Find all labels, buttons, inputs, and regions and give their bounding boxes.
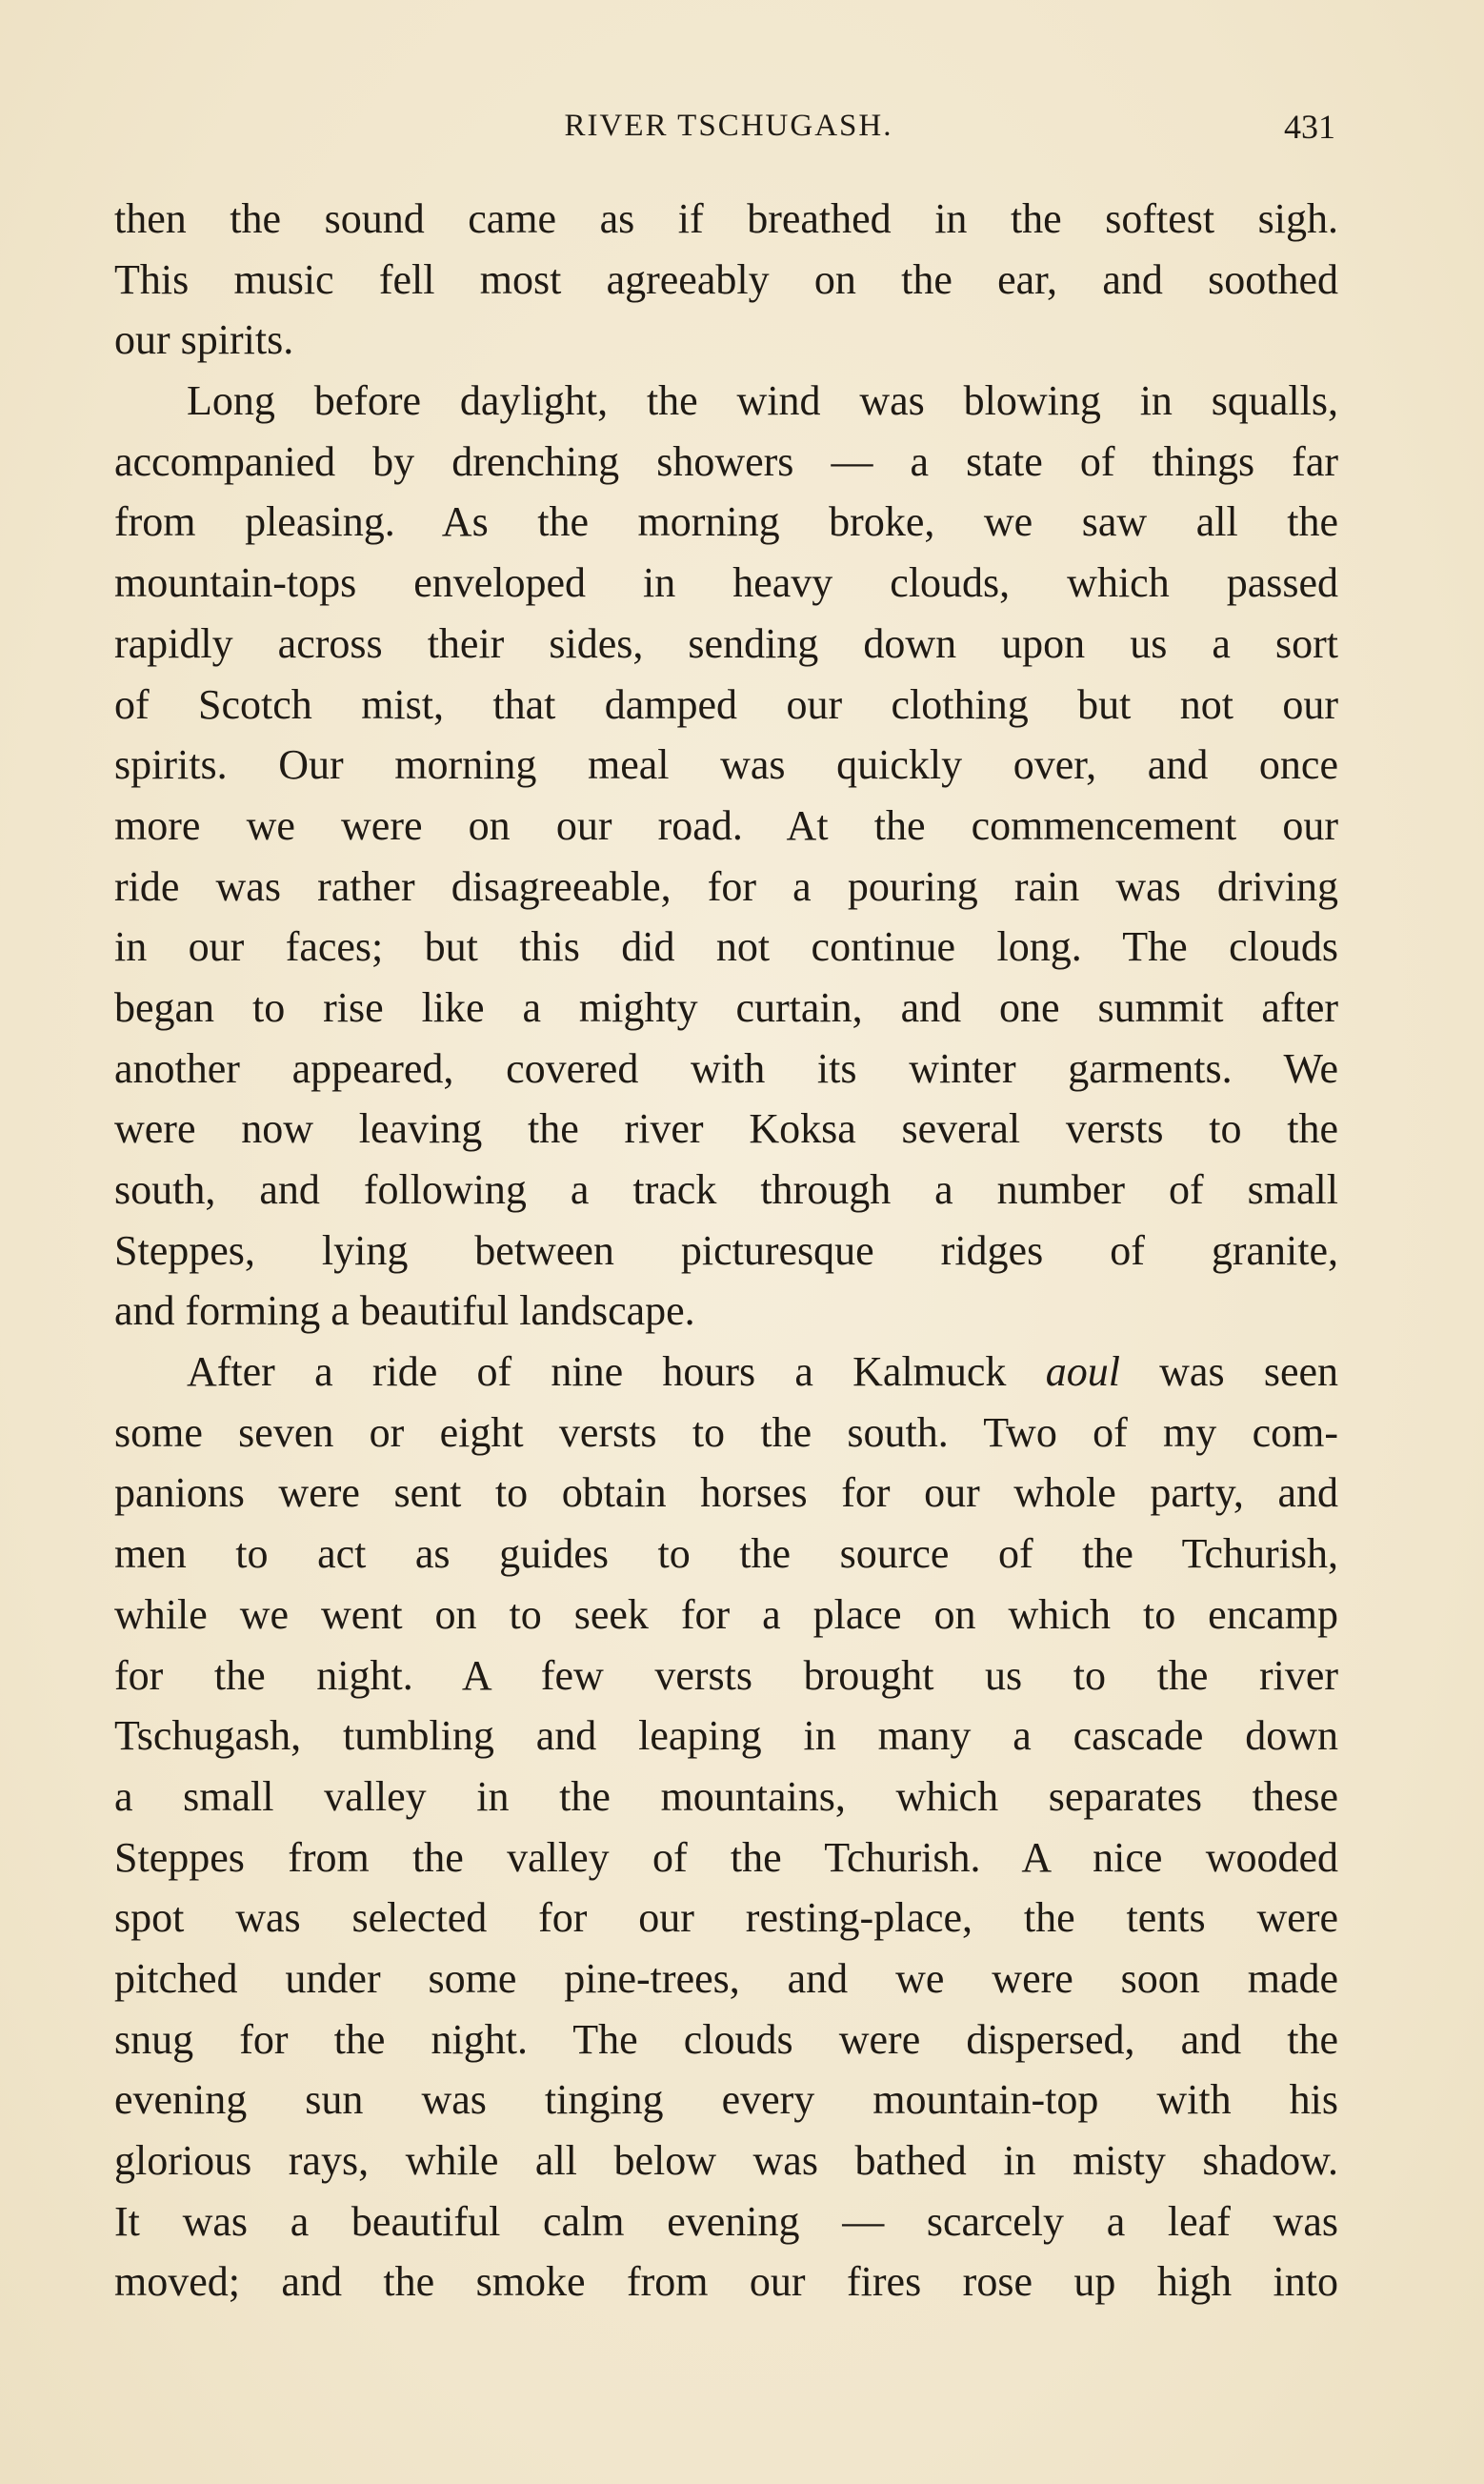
text-line: from pleasing. As the morning broke, we saw all the — [114, 498, 1338, 546]
text-line: spot was selected for our resting-place, the tents were — [114, 1894, 1338, 1942]
text-line: south, and following a track through a number of small — [114, 1166, 1338, 1213]
running-head — [114, 103, 1343, 151]
text-line: panions were sent to obtain horses for our whole party, and — [114, 1469, 1338, 1517]
italic-word: aoul — [1045, 1348, 1120, 1396]
text-line: spirits. Our morning meal was quickly over, and once — [114, 741, 1338, 789]
text-line: evening sun was tinging every mountain-top with his — [114, 2076, 1338, 2124]
text-line: while we went on to seek for a place on which to encamp — [114, 1590, 1338, 1638]
text-line: another appeared, covered with its winter garments. We — [114, 1044, 1338, 1092]
text-line: This music fell most agreeably on the ear, and soothed — [114, 255, 1338, 303]
text-line: our spirits. — [114, 316, 294, 364]
text-line: Steppes, lying between picturesque ridges of granite, — [114, 1226, 1338, 1274]
text-line: of Scotch mist, that damped our clothing but not our — [114, 680, 1338, 728]
text-line-with-italic — [114, 1342, 1338, 1403]
text-line: then the sound came as if breathed in the softest sigh. — [114, 195, 1338, 242]
text-line: some seven or eight versts to the south. Two of my com- — [114, 1408, 1338, 1456]
text-line: began to rise like a mighty curtain, and one summit after — [114, 983, 1338, 1031]
text-line: glorious rays, while all below was bathed in misty shadow. — [114, 2137, 1338, 2184]
page-number: 431 — [1284, 108, 1335, 146]
text-line: for the night. A few versts brought us to the river — [114, 1651, 1338, 1699]
text-line: men to act as guides to the source of the Tchurish, — [114, 1530, 1338, 1578]
text-line: were now leaving the river Koksa several versts to the — [114, 1105, 1338, 1153]
text-line: moved; and the smoke from our fires rose up high into — [114, 2258, 1338, 2306]
text-line: ride was rather disagreeable, for a pouring rain was driving — [114, 862, 1338, 910]
text-segment: After a ride of nine hours a Kalmuck — [187, 1348, 1046, 1396]
running-head-title: RIVER TSCHUGASH. — [564, 109, 893, 143]
text-line: in our faces; but this did not continue long. The clouds — [114, 923, 1338, 971]
text-line: Long before daylight, the wind was blowing in squalls, — [187, 377, 1338, 425]
text-line: rapidly across their sides, sending down upon us a sort — [114, 619, 1338, 667]
text-line: mountain-tops enveloped in heavy clouds, which passed — [114, 559, 1338, 607]
text-line: and forming a beautiful landscape. — [114, 1287, 695, 1335]
text-line: more we were on our road. At the commencement our — [114, 801, 1338, 849]
text-line: snug for the night. The clouds were dispersed, and the — [114, 2015, 1338, 2063]
body-text — [114, 189, 1338, 2312]
text-line: pitched under some pine-trees, and we were soon made — [114, 1954, 1338, 2002]
text-line: Tschugash, tumbling and leaping in many a cascade down — [114, 1712, 1338, 1760]
text-line: a small valley in the mountains, which separates these — [114, 1772, 1338, 1820]
text-line: Steppes from the valley of the Tchurish. A nice wooded — [114, 1833, 1338, 1881]
text-line: accompanied by drenching showers — a state of things far — [114, 437, 1338, 485]
text-line: It was a beautiful calm evening — scarcely a leaf was — [114, 2197, 1338, 2245]
text-segment: was seen — [1119, 1348, 1338, 1396]
